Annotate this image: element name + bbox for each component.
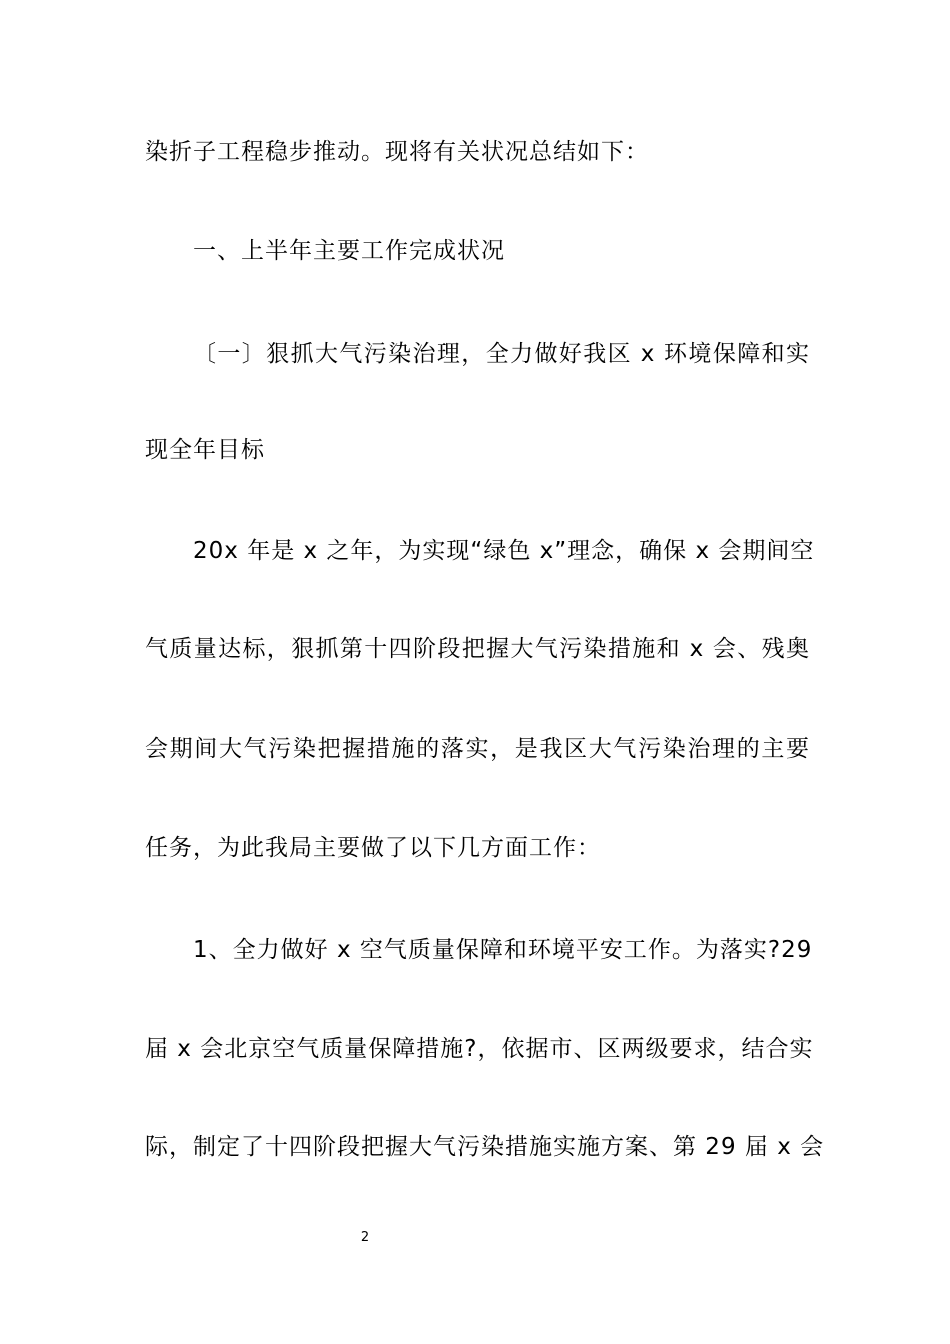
section-heading: 一、上半年主要工作完成状况 <box>193 238 505 264</box>
paragraph-line: 气质量达标，狠抓第十四阶段把握大气污染措施和 x 会、残奥 <box>145 636 810 662</box>
paragraph-line: 20x 年是 x 之年，为实现“绿色 x”理念，确保 x 会期间空 <box>193 538 815 564</box>
paragraph-line: 会期间大气污染把握措施的落实，是我区大气污染治理的主要 <box>145 736 810 762</box>
subsection-heading: 〔一〕狠抓大气污染治理，全力做好我区 x 环境保障和实 <box>193 341 810 367</box>
subsection-heading-continued: 现全年目标 <box>145 437 265 463</box>
paragraph-line: 1、全力做好 x 空气质量保障和环境平安工作。为落实?29 <box>193 937 813 963</box>
paragraph-line: 际，制定了十四阶段把握大气污染措施实施方案、第 29 届 x 会 <box>145 1134 825 1160</box>
paragraph-line: 任务，为此我局主要做了以下几方面工作： <box>145 835 601 861</box>
page-number: 2 <box>360 1230 370 1245</box>
text-line: 染折子工程稳步推动。现将有关状况总结如下： <box>145 139 649 165</box>
paragraph-line: 届 x 会北京空气质量保障措施?，依据市、区两级要求，结合实 <box>145 1036 814 1062</box>
